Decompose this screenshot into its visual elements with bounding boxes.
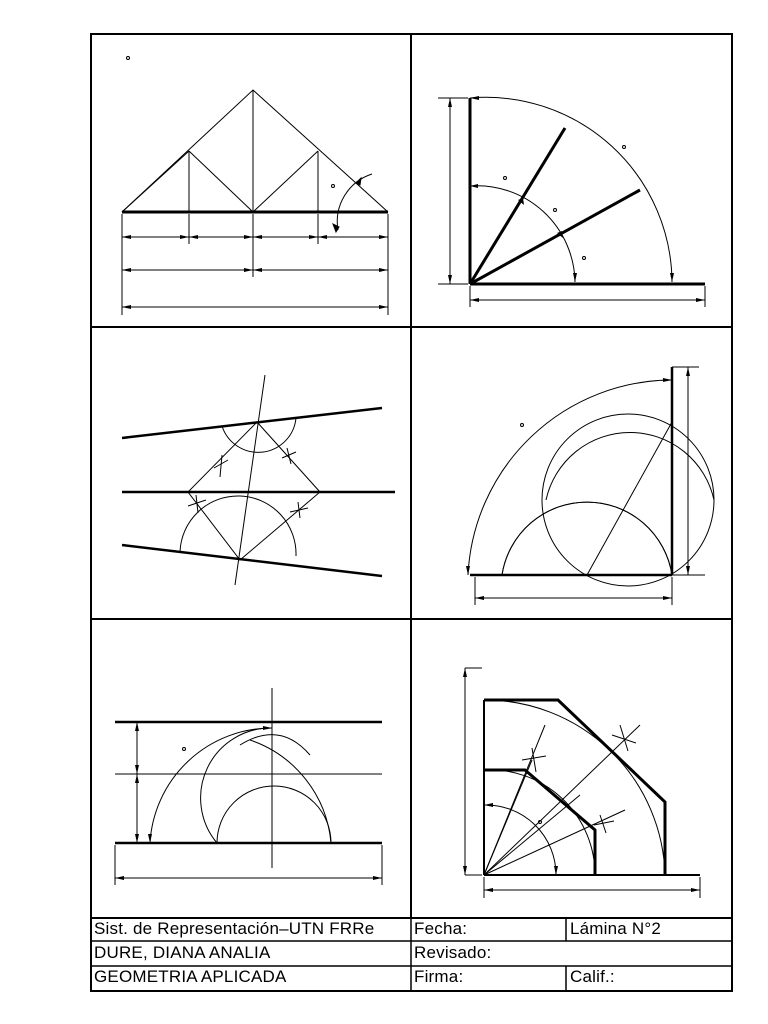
student-name: DURE, DIANA ANALIA [94, 943, 271, 962]
panel-parallel-semicircle [115, 688, 382, 885]
panel-bisector [122, 375, 395, 585]
signature-label: Firma: [414, 967, 464, 986]
reviewed-label: Revisado: [414, 943, 492, 962]
panel-truss [122, 57, 388, 316]
panel-octagonal-corner [463, 668, 700, 898]
panel-angle-division [438, 96, 705, 307]
sheet-frame [91, 34, 732, 991]
subject-name: GEOMETRIA APLICADA [94, 967, 287, 986]
grade-label: Calif.: [570, 967, 615, 986]
institution-label: Sist. de Representación–UTN FRRe [94, 919, 375, 938]
panel-arc-tangent [466, 367, 714, 605]
sheet-number: Lámina N°2 [570, 919, 662, 938]
date-label: Fecha: [414, 919, 468, 938]
